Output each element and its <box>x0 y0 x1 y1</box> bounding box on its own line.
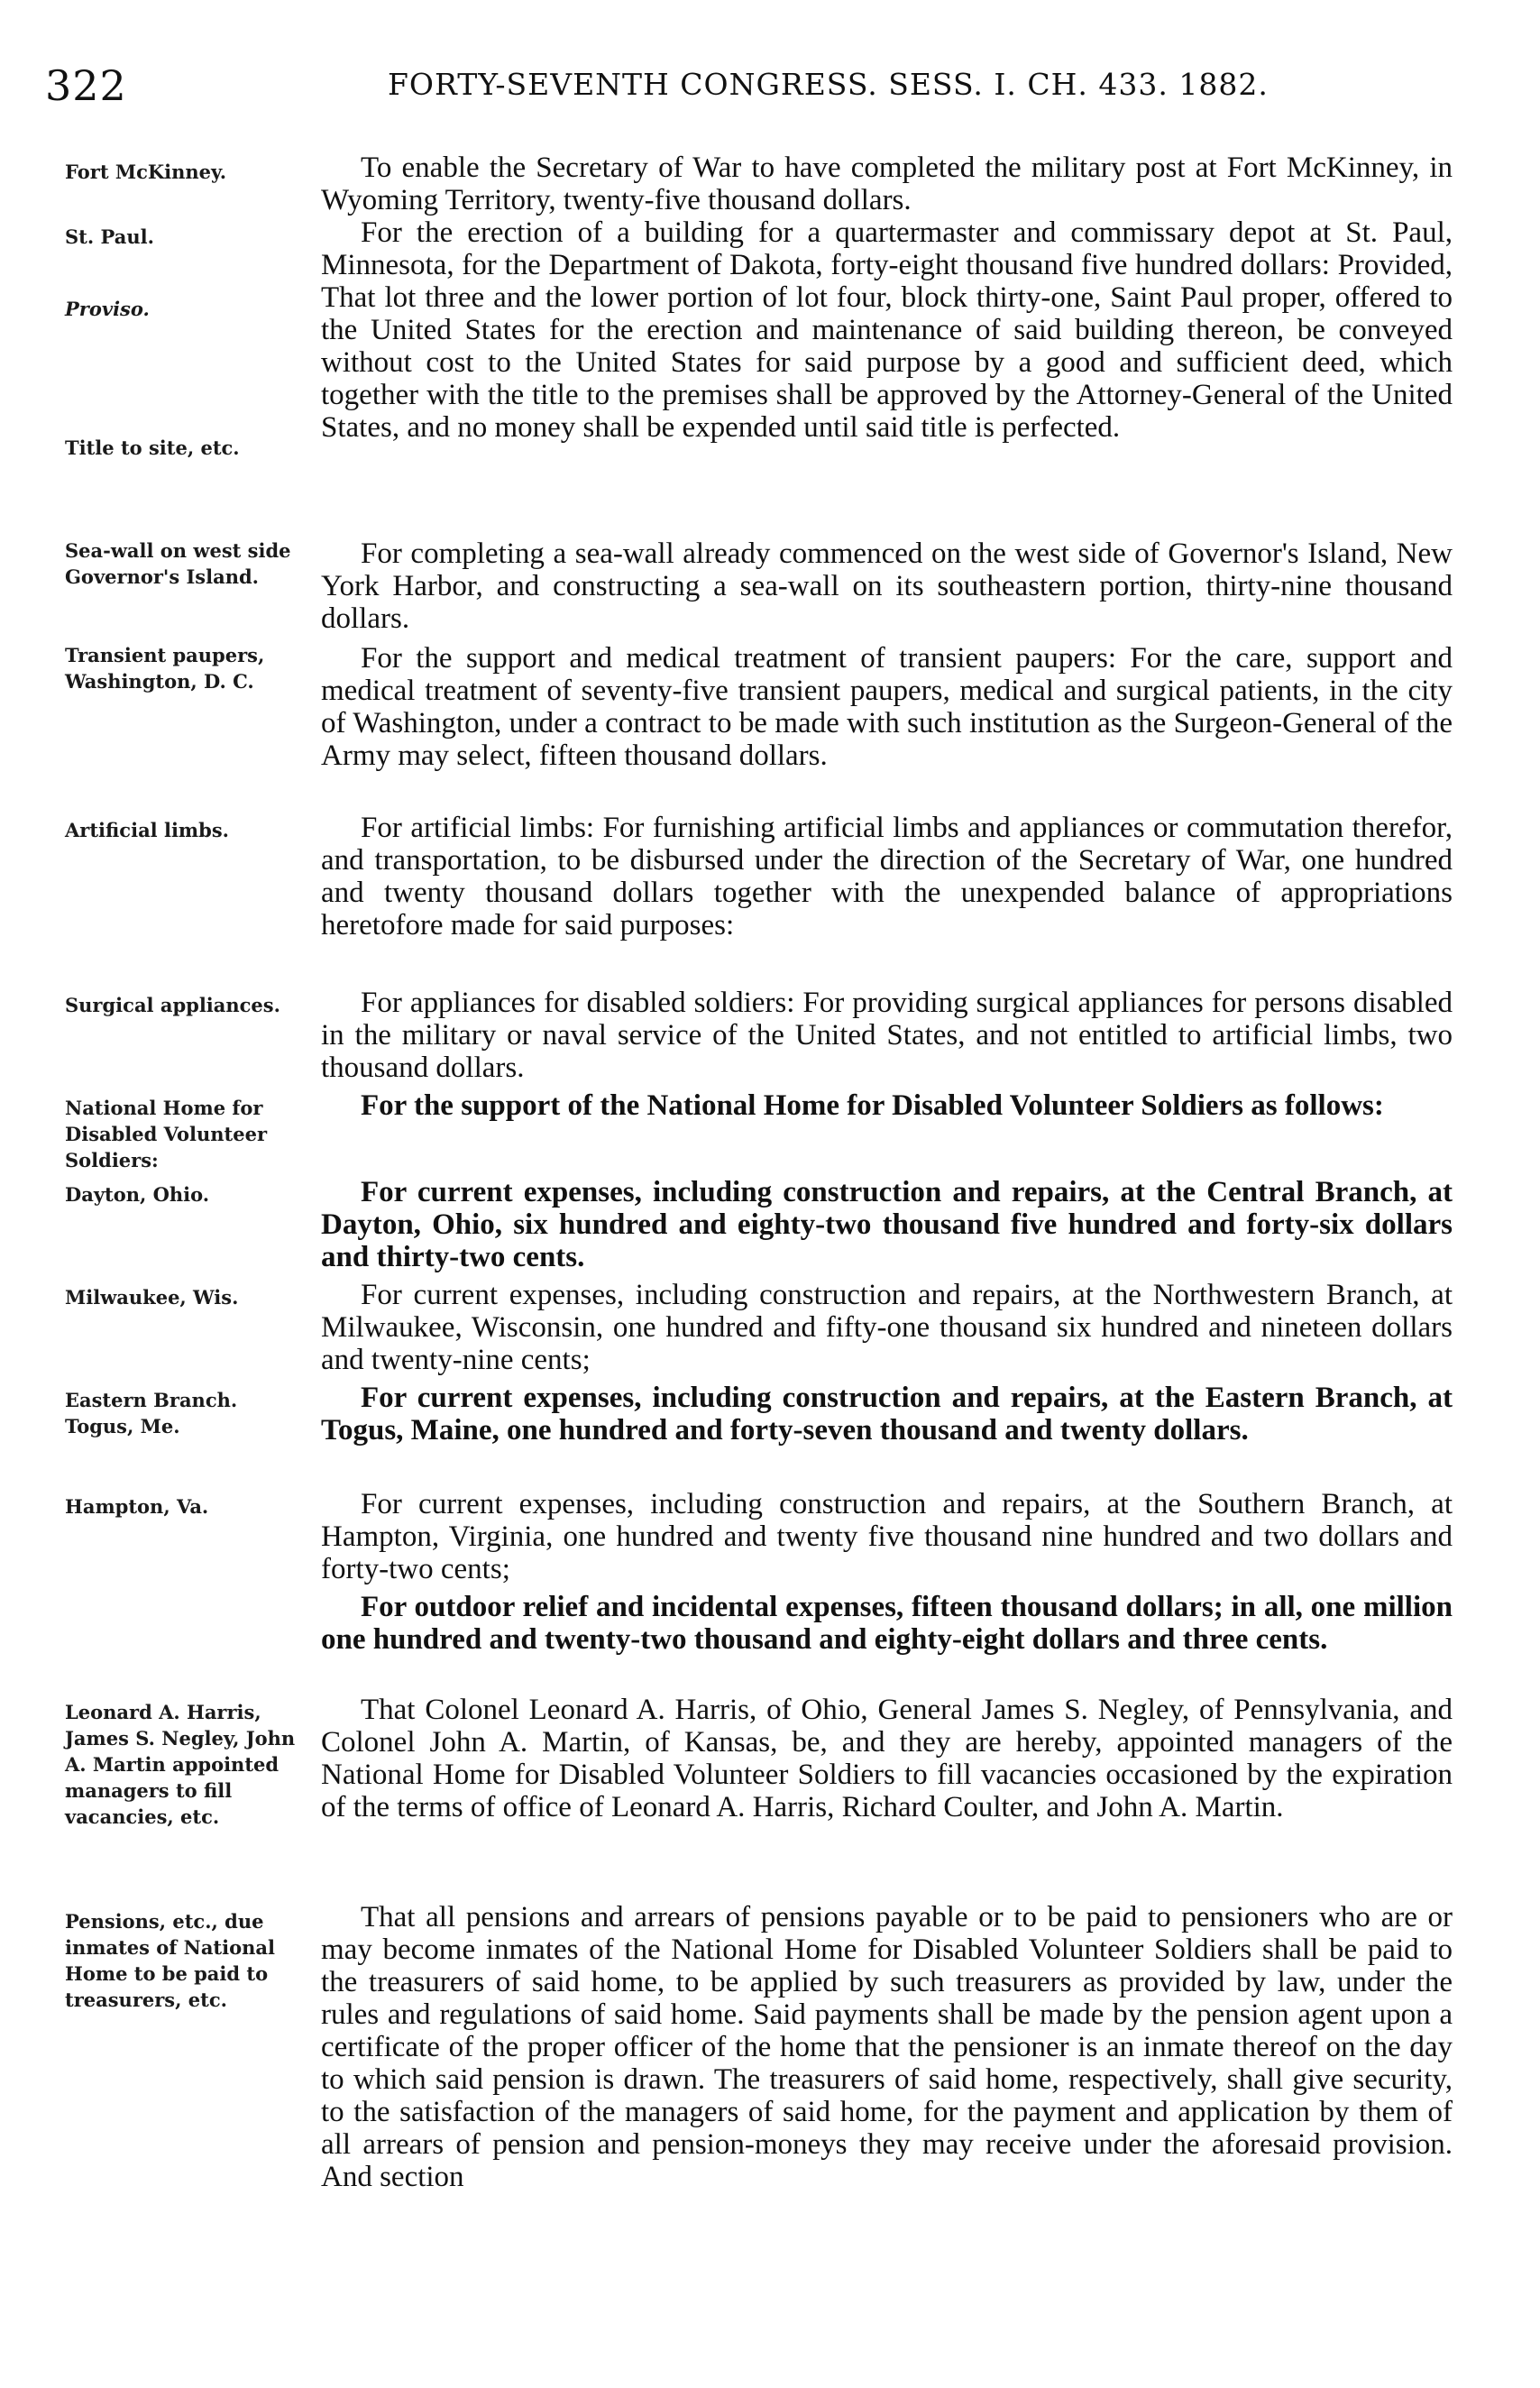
paragraph-managers <box>321 1694 1453 1823</box>
paragraph-text: To enable the Secretary of War to have completed the military post at Fort McKinney, in Wyoming Territory, twenty-five thousand dollars. <box>321 152 1453 216</box>
paragraph-text: For current expenses, including construction and repairs, at the Northwestern Branch, at Milwaukee, Wisconsin, one hundred and fifty-one thousand six hundred and nineteen dollars and twenty-nine cents; <box>321 1279 1453 1376</box>
paragraph-st-paul <box>321 216 1453 444</box>
paragraph-surgical-appliances <box>321 987 1453 1084</box>
paragraph-togus <box>321 1382 1453 1447</box>
paragraph-dayton <box>321 1176 1453 1273</box>
margin-note-pensions: Pensions, etc., due inmates of National Home to be paid to treasurers, etc. <box>65 1910 275 2011</box>
margin-note-fort-mckinney: Fort McKinney. <box>65 161 227 183</box>
paragraph-pensions <box>321 1901 1453 2193</box>
paragraph-text: That Colonel Leonard A. Harris, of Ohio, General James S. Negley, of Pennsylvania, and Colonel John A. Martin, of Kansas, be, and they are hereby, appointed managers of the National Home for Disabled Volunteer Soldiers to fill vacancies occasioned by the expiration of the terms of office of Leonard A. Harris, Richard Coulter, and John A. Martin. <box>321 1694 1453 1823</box>
paragraph-text: For the support of the National Home for Disabled Volunteer Soldiers as follows: <box>361 1089 1384 1122</box>
paragraph-text: For artificial limbs: For furnishing artificial limbs and appliances or commutation therefor, and transportation, to be disbursed under the direction of the Secretary of War, one hundred and twenty thousand dollars together with the unexpended balance of appropriations heretofore made for said purposes: <box>321 812 1453 941</box>
paragraph-text: For outdoor relief and incidental expenses, fifteen thousand dollars; in all, one million one hundred and twenty-two thousand and eighty-eight dollars and three cents. <box>321 1591 1453 1656</box>
margin-note-dayton: Dayton, Ohio. <box>65 1183 210 1206</box>
paragraph-text: For appliances for disabled soldiers: For providing surgical appliances for persons disabled in the military or naval service of the United States, and not entitled to artificial limbs, two thousand dollars. <box>321 987 1453 1084</box>
paragraph-outdoor-relief <box>321 1591 1453 1656</box>
paragraph-sea-wall <box>321 537 1453 635</box>
paragraph-hampton <box>321 1488 1453 1585</box>
paragraph-text: For current expenses, including construction and repairs, at the Central Branch, at Dayton, Ohio, six hundred and eighty-two thousand five hundred and forty-six dollars and thirty-two cents. <box>321 1176 1453 1273</box>
paragraph-milwaukee <box>321 1279 1453 1376</box>
margin-note-sea-wall: Sea-wall on west side Governor's Island. <box>65 539 291 588</box>
margin-note-surgical-appliances: Surgical appliances. <box>65 994 280 1016</box>
paragraph-text: That all pensions and arrears of pensions payable or to be paid to pensioners who are or may become inmates of the National Home for Disabled Volunteer Soldiers shall be paid to the treasurers of said home, to be applied by such treasurers as provided by law, under the rules and regulations of said home. Said payments shall be made by the pension agent upon a certificate of the proper officer of the home that the pensioner is an inmate thereof on the day to which said pension is drawn. The treasurers of said home, respectively, shall give security, to the satisfaction of the managers of said home, for the payment and application by them of all arrears of pension and pension-moneys they may receive under the aforesaid provision. And section <box>321 1901 1453 2193</box>
paragraph-text: For the erection of a building for a quartermaster and commissary depot at St. Paul, Minnesota, for the Department of Dakota, forty-eight thousand five hundred dollars: Provided, That lot three and the lower portion of lot four, block thirty-one, Saint Paul proper, offered to the United States for the erection and maintenance of said building thereon, be conveyed without cost to the United States for said purpose by a good and sufficient deed, which together with the title to the premises shall be approved by the Attorney-General of the United States, and no money shall be expended until said title is perfected. <box>321 216 1453 444</box>
paragraph-text: For completing a sea-wall already commenced on the west side of Governor's Island, New York Harbor, and constructing a sea-wall on its southeastern portion, thirty-nine thousand dollars. <box>321 537 1453 635</box>
margin-note-st-paul: St. Paul. <box>65 225 154 248</box>
paragraph-transient-paupers <box>321 642 1453 772</box>
running-head: FORTY-SEVENTH CONGRESS. SESS. I. CH. 433. 1882. <box>388 67 1269 102</box>
margin-note-milwaukee: Milwaukee, Wis. <box>65 1286 239 1309</box>
page-number: 322 <box>45 61 127 110</box>
margin-note-hampton: Hampton, Va. <box>65 1495 209 1518</box>
margin-note-artificial-limbs: Artificial limbs. <box>65 819 229 841</box>
margin-note-managers: Leonard A. Harris, James S. Negley, John A. Martin appointed managers to fill vacancies, etc. <box>65 1701 296 1828</box>
paragraph-fort-mckinney <box>321 152 1453 216</box>
paragraph-artificial-limbs <box>321 812 1453 941</box>
paragraph-text: For current expenses, including construction and repairs, at the Eastern Branch, at Togus, Maine, one hundred and forty-seven thousand and twenty dollars. <box>321 1382 1453 1447</box>
margin-note-title-to-site: Title to site, etc. <box>65 436 240 459</box>
margin-note-national-home: National Home for Disabled Volunteer Soldiers: <box>65 1097 268 1171</box>
paragraph-text: For current expenses, including construction and repairs, at the Southern Branch, at Hampton, Virginia, one hundred and twenty five thousand nine hundred and two dollars and forty-two cents; <box>321 1488 1453 1585</box>
page-header <box>45 61 1452 112</box>
paragraph-text: For the support and medical treatment of transient paupers: For the care, support and medical treatment of seventy-five transient paupers, medical and surgical patients, in the city of Washington, under a contract to be made with such institution as the Surgeon-General of the Army may select, fifteen thousand dollars. <box>321 642 1453 772</box>
paragraph-national-home <box>321 1089 1453 1122</box>
margin-note-togus: Eastern Branch. Togus, Me. <box>65 1389 238 1437</box>
margin-note-proviso: Proviso. <box>65 298 150 320</box>
margin-note-transient-paupers: Transient paupers, Washington, D. C. <box>65 644 265 693</box>
